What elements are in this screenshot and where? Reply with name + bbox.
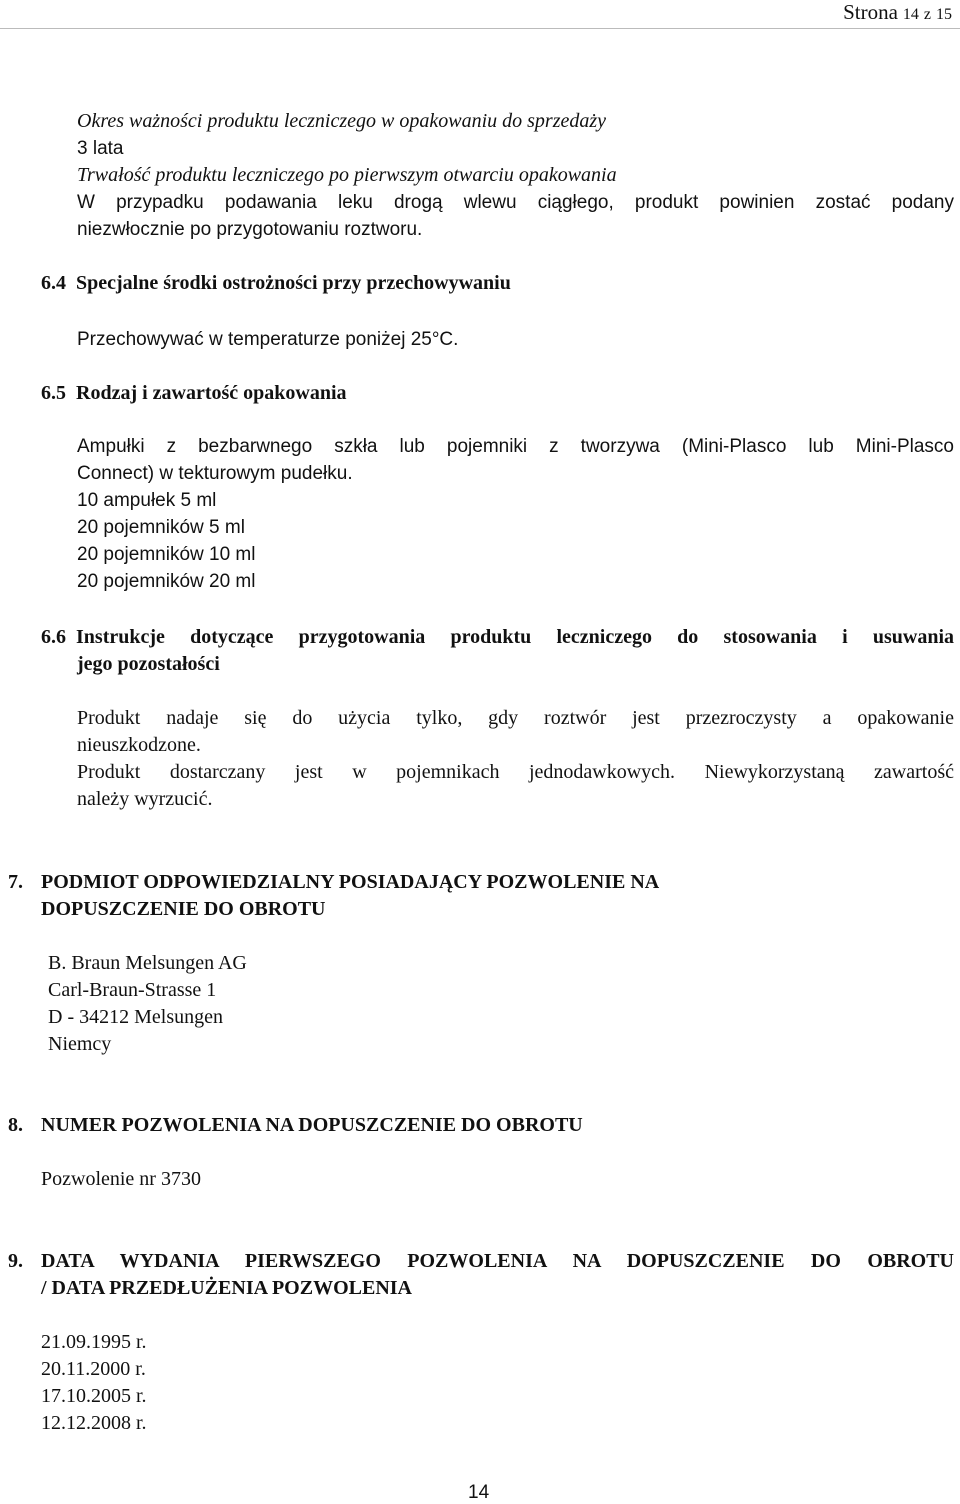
section-title: NUMER POZWOLENIA NA DOPUSZCZENIE DO OBROTU: [41, 1114, 583, 1136]
shelf-life-block: [77, 108, 954, 243]
instructions-text-4: należy wyrzucić.: [77, 788, 213, 810]
section-title: PODMIOT ODPOWIEDZIALNY POSIADAJĄCY POZWOLENIE NA: [41, 871, 660, 893]
section-title: Instrukcje dotyczące przygotowania produktu leczniczego do stosowania i usuwania: [76, 626, 954, 648]
section-number: 6.5: [41, 382, 66, 404]
date-line: 12.12.2008 r.: [41, 1412, 147, 1434]
dates-block: [41, 1329, 147, 1437]
page-current: 14: [902, 6, 919, 23]
after-opening-text-2: niezwłocznie po przygotowaniu roztworu.: [77, 219, 423, 240]
pack-size: 20 pojemników 20 ml: [77, 571, 256, 592]
address-line: Niemcy: [48, 1033, 112, 1055]
pack-size: 20 pojemników 5 ml: [77, 517, 245, 538]
packaging-text-1: Ampułki z bezbarwnego szkła lub pojemniki z tworzywa (Mini-Plasco lub Mini-Plasco: [77, 436, 954, 457]
section-number: 9.: [8, 1250, 23, 1272]
after-opening-text-1: W przypadku podawania leku drogą wlewu ciągłego, produkt powinien zostać podany: [77, 192, 954, 213]
section-number: 7.: [8, 871, 23, 893]
section-6-6-heading: [41, 624, 954, 678]
section-title-line-2: jego pozostałości: [77, 653, 220, 675]
date-line: 20.11.2000 r.: [41, 1358, 146, 1380]
shelf-life-value: 3 lata: [77, 138, 124, 159]
instructions-text-3: Produkt dostarczany jest w pojemnikach jednodawkowych. Niewykorzystaną zawartość: [77, 761, 954, 783]
address-block: [48, 950, 247, 1058]
section-title-line-2: DOPUSZCZENIE DO OBROTU: [41, 898, 326, 920]
section-title-line-1: [41, 624, 954, 651]
address-line: B. Braun Melsungen AG: [48, 952, 247, 974]
section-8-heading: [8, 1112, 583, 1139]
footer-page-number: 14: [468, 1482, 490, 1503]
section-6-4-heading: [41, 270, 511, 297]
page-of: z: [923, 6, 931, 23]
after-opening-label: Trwałość produktu leczniczego po pierwszym otwarciu opakowania: [77, 164, 617, 186]
authorization-number: Pozwolenie nr 3730: [41, 1168, 201, 1190]
section-6-5-heading: [41, 380, 347, 407]
instructions-text-1: Produkt nadaje się do użycia tylko, gdy roztwór jest przezroczysty a opakowanie: [77, 707, 954, 729]
section-number: 6.6: [41, 626, 66, 648]
section-number: 8.: [8, 1114, 23, 1136]
section-title: DATA WYDANIA PIERWSZEGO POZWOLENIA NA DOPUSZCZENIE DO OBROTU: [41, 1250, 954, 1272]
instructions-block: [77, 705, 954, 813]
address-line: D - 34212 Melsungen: [48, 1006, 223, 1028]
date-line: 17.10.2005 r.: [41, 1385, 147, 1407]
packaging-text-2: Connect) w tekturowym pudełku.: [77, 463, 353, 484]
pack-size: 10 ampułek 5 ml: [77, 490, 217, 511]
page-prefix: Strona: [843, 0, 898, 24]
date-line: 21.09.1995 r.: [41, 1331, 147, 1353]
section-title: Specjalne środki ostrożności przy przechowywaniu: [76, 272, 511, 294]
storage-text: Przechowywać w temperaturze poniżej 25°C.: [77, 329, 459, 350]
section-7-heading: [8, 869, 659, 923]
page-total: 15: [936, 6, 952, 23]
header-rule: [0, 28, 960, 29]
instructions-text-2: nieuszkodzone.: [77, 734, 201, 756]
pack-size: 20 pojemników 10 ml: [77, 544, 256, 565]
shelf-life-label: Okres ważności produktu leczniczego w opakowaniu do sprzedaży: [77, 110, 607, 132]
section-title: Rodzaj i zawartość opakowania: [76, 382, 347, 404]
packaging-block: [77, 433, 954, 595]
section-number: 6.4: [41, 272, 66, 294]
section-title-line-2: / DATA PRZEDŁUŻENIA POZWOLENIA: [41, 1277, 412, 1299]
address-line: Carl-Braun-Strasse 1: [48, 979, 217, 1001]
section-9-heading: [8, 1248, 954, 1302]
page-header: [843, 0, 952, 27]
